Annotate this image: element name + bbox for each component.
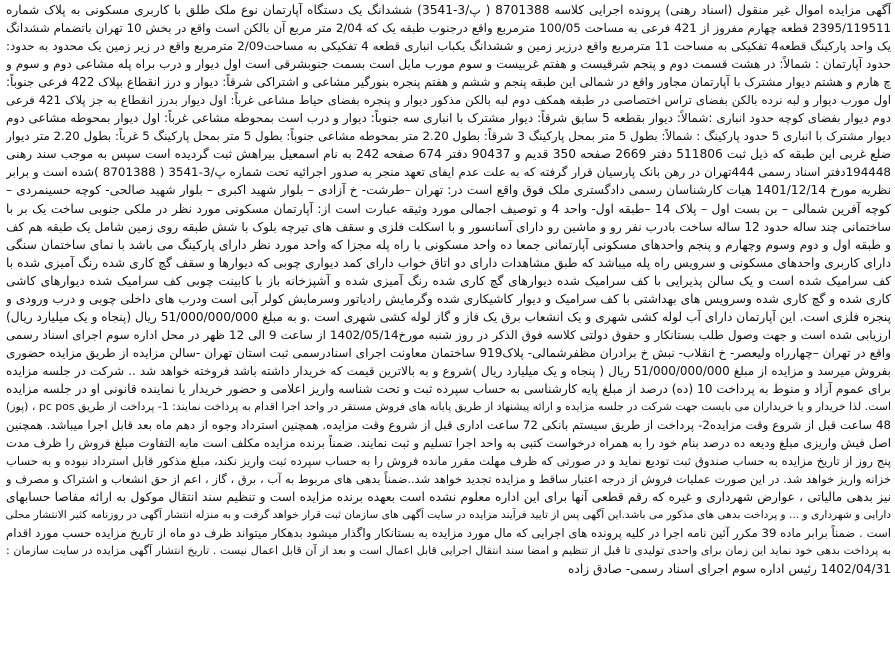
notice-line: و طبقه اول و دوم وسوم وچهارم و پنجم واحدهای مسکونی آپارتمانی جمعا ده واحد مسکونی با راه پله مجزا که واحد مورد نظر دارای پارکینگ می باشد با نمای ساختمان سنگی	[6, 237, 891, 252]
notice-line: نظریه مورخ 1401/12/14 هیات کارشناسان رسمی دادگستری ملک فوق واقع است در: تهران –طرشت- خ آزادی – بلوار شهید اکبری – بلوار شهید صالحی- کوچه حسینمردی –	[6, 183, 891, 198]
notice-line: نیز بدهی مالیاتی ، عوارض شهرداری و غیره که رقم قطعی آنها برای این اداره معلوم نشده است بعهده برنده مزایده است و تنظیم سند انتقال موکول به ارائه مفاصا حسابهای	[6, 490, 891, 505]
notice-line: آگهی مزایده اموال غیر منقول (اسناد رهنی) پرونده اجرایی کلاسه 8701388 ( پ/3-3541) ششدانگ یک دستگاه آپارتمان نوع ملک طلق با کاربری مسکونی به پلاک شماره	[6, 3, 891, 17]
notice-line: 2395/119511 قطعه چهارم مفروز از 421 فرعی به مساحت 100/05 مترمربع واقع درجنوب طبقه یک که 2/04 متر مربع آن بالکن است واقع در بخش 10 تهران باتضمام ششدانگ	[6, 21, 891, 36]
notice-line: بفروش میرسد و مزایده از مبلغ 51/000/000/000 ریال ( پنجاه و یک میلیارد ریال )شروع و به بالاترین قیمت که خریدار داشته باشد فروخته خواهد شد .. شرکت در جلسه مزایده	[6, 363, 891, 378]
notice-line: 194448دفتر اسناد رسمی 444تهران در رهن بانک پارسیان قرار گرفته که به علت عدم ایفای تعهد منجر به صدور اجرائیه تحت شماره پ/3-3541 ( 8701388 )شده است و برابر	[6, 165, 891, 180]
notice-line: اول مورب دیوار و لبه نرده بالکن بفضای تراس اختصاصی در طبقه همکف دوم لبه بالکن مذکور دیوار و پنجره بفضای حیاط مشاعی غرباً: اول دیوار بدرز انقطاع به جز پلاک 421 فرعی	[6, 93, 891, 108]
notice-line: دیوار مشترک با انباری 5 حدود پارکینگ : شمالاً: بطول 5 متر بمحل پارکینگ 3 شرقاً: بطول 2.20 متر بمحوطه مشاعی جنوباً: بطول 5 متر بمحل پارکینگ 5 غرباً: بطول 2.20 متر دیوار	[6, 129, 891, 144]
notice-line: کف سرامیک شده است و یک سالن پذیرایی با کف سرامیک شده دیوارهای گچ کاری شده رنگ آمیزی شده و آشپزخانه باز با کابینت چوبی کف سرامیک شده دیوارهای کاشی	[6, 273, 891, 288]
notice-signature-line: 1402/04/31 رئیس اداره سوم اجرای اسناد رسمی- صادق زاده	[568, 562, 891, 577]
notice-line: واقع در تهران –چهارراه ولیعصر- خ انقلاب- نبش خ برادران مظفرشمالی- پلاک919 ساختمان معاونت اجرای اسنادرسمی ثبت استان تهران -سالن مزایده از طریق مزایده حضوری	[6, 345, 891, 360]
notice-line: کاری شده و گچ کاری شده وسرویس های بهداشتی با کف سرامیک و دیوار کاشیکاری شده وگرمایش رادیاتور وسرمایش کولر آبی است ودرب های داخلی چوبی و درب ورودی و	[6, 291, 891, 306]
notice-line: دارای کاربری واحدهای مسکونی و سرویس راه پله میباشد که طبق مشاهدات دارای دو اتاق خواب دارای کمد دیواری چوبی که دیوارها و سقف گچ کاری شده رنگ آمیزی شده با	[6, 255, 891, 270]
notice-line: خزانه واریز خواهد شد. در این صورت عملیات فروش از درجه اعتبار ساقط و مزایده تجدید خواهد شد..ضمناً بدهی های مربوط به آب ، برق ، گاز ، اعم از حق انشعاب و اشتراک و مصرف و	[6, 472, 891, 487]
notice-line: دارایی و شهرداری و ... و پرداخت بدهی های مذکور می باشد.این آگهی پس از تایید فرآیند مزایده در سایت آگهی های سازمان ثبت قرار خواهد گرفت و به منزله انتشار آگهی در روزنامه کثیر الانتشار محلی	[6, 509, 891, 522]
notice-line: چ هارم و هشتم دیوار مشترک با آپارتمان مجاور واقع در شمالی این طبقه پنجم و ششم و هفتم پنجره بنورگیر مشاعی و اشتراکی شرقاً: دیوار و درز انقطاع بپلاک 422 فرعی جنوباً:	[6, 75, 891, 90]
notice-line: پنجره فلزی است. این آپارتمان دارای آب لوله کشی شهری و یک انشعاب برق یک فاز و گاز لوله کشی شهری است .و به مبلغ 51/000/000/000 ریال (پنجاه و یک میلیارد ریال)	[6, 309, 891, 324]
notice-line: حدود آپارتمان : شمالاً: در هشت قسمت دوم و پنجم شرقیست و هفتم غربیست و سوم مورب مایل است بسمت جنوبشرقی است اول دیوار و درب براه پله مشاعی دوم و سوم و	[6, 57, 891, 72]
notice-line: است . ضمناً برابر ماده 39 مکرر آئین نامه اجرا در کلیه پرونده های اجرایی که مال مورد مزایده به بستانکار واگذار میشود بدهکار میتواند ظرف دو ماه از تاریخ مزایده حسب مورد اقدام	[6, 526, 891, 541]
notice-line: برای عموم آزاد و منوط به پرداخت 10 (ده) درصد از مبلغ پایه کارشناسی به حساب سپرده ثبت و تحت شناسه واریز اعلامی و حضور خریدار یا نماینده قانونی او در جلسه مزایده	[6, 381, 891, 396]
notice-line: اصل فیش واریزی مبلغ ودیعه ده درصد بنام خود را به همراه درخواست کتبی به واحد اجرا تسلیم و ثبت نمایند. ضمناً برنده مزایده مکلف است مابه التفاوت مبلغ فروش را ظرف مدت	[6, 436, 891, 451]
notice-line: دوم دیوار بفضای کوچه حدود انباری :شمالاً: دیوار بقطعه 5 سابق شرقاً: دیوار مشترک با انباری سه جنوباً: دیوار و درب است بمحوطه مشاعی غرباً: اول دیوار بمحوطه مشاعی دوم	[6, 111, 891, 126]
notice-line: است. لذا خریدار و یا خریداران می بایست جهت شرکت در جلسه مزایده و ارائه پیشنهاد از طریق پایانه های فروش مستقر در واحد اجرا اقدام به پرداخت نمایند: 1- پرداخت از طریق pc pos ، (پوز)	[6, 400, 891, 414]
notice-line: 48 ساعت قبل از شروع وقت مزایده2- پرداخت از طریق سیستم بانکی 72 ساعت اداری قبل از شروع وقت مزایده. همچنین استرداد وجوه از دهم ماه بعد قابل اجرا میباشد. همچنین	[6, 418, 891, 433]
notice-line: پنج روز از تاریخ مزایده به حساب صندوق ثبت تودیع نماید و در صورتی که ظرف مهلت مقرر مانده فروش را به حساب سپرده ثبت واریز نکند، مبلغ مذکور قابل استرداد نبوده و به حساب	[6, 454, 891, 469]
notice-line: به پرداخت بدهی خود نماید این زمان برای واحدی تولیدی تا قبل از تنظیم و امضا سند انتقال اجرایی قابل اعمال است و بعد از آن قابل اعمال نیست . تاریخ انتشار آگهی مزایده در سایت سازمان :	[6, 544, 891, 558]
notice-line: ارزیابی شده است و جهت وصول طلب بستانکار و حقوق دولتی کلاسه فوق الذکر در روز شنبه مورخ1402/05/14 از ساعت 9 الی 12 ظهر در محل اداره سوم اجرای اسناد رسمی	[6, 327, 891, 342]
notice-line: کوچه آفرین شمالی – بن بست اول – پلاک 14 –طبقه اول- واحد 4 و توصیف اجمالی مورد وثیقه عبارت است از: آپارتمان مسکونی مورد نظر در ملکی جنوبی ساخت یک بر با	[6, 201, 891, 216]
notice-line: یک واحد پارکینگ قطعه4 تفکیکی به مساحت 11 مترمربع واقع درزیر زمین و ششدانگ یکباب انباری قطعه 4 تفکیکی به مساحت2/09 مترمربع واقع در زیر زمین یک محدود به حدود:	[6, 39, 891, 54]
notice-line: ساختمانی چند ساله حدود 12 ساله ساخت بادرب نفر رو و ماشین رو دارای آسانسور و با اسکلت فلزی و سقف های تیرچه بلوک با شش طبقه روی زمین شامل یک طبقه هم کف	[6, 219, 891, 234]
notice-line: ضلع غربی این طبقه که ذیل ثبت 511806 دفتر 2669 صفحه 350 قدیم و 90437 دفتر 674 صفحه 242 به نام اسمعیل بیراهش ثبت گردیده است سپس به موجب سند رهنی	[6, 147, 891, 162]
